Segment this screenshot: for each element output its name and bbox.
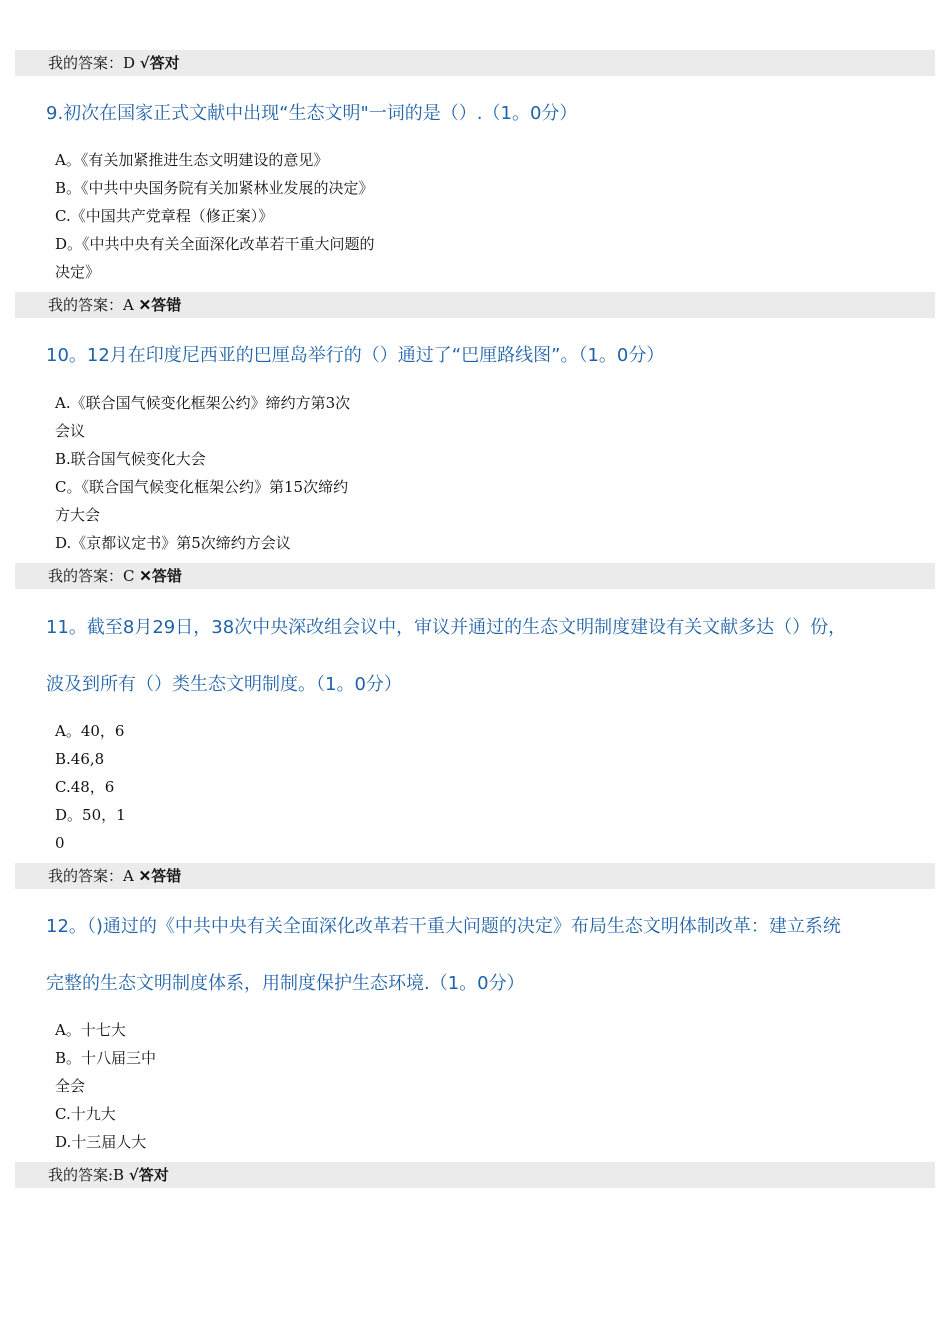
question-10-option-c: C。《联合国气候变化框架公约》第15次缔约 [55,478,349,496]
question-11-option-b: B.46,8 [55,750,105,768]
cross-icon: ✕ [139,567,152,585]
result-label: 答对 [149,54,180,72]
cross-icon: ✕ [138,867,152,885]
result-label: 答错 [151,867,182,885]
question-11-option-d-cont: 0 [55,834,65,852]
question-11-option-d: D。50，1 [55,806,126,824]
question-11-option-c: C.48，6 [55,778,115,796]
my-answer-text: 我的答案：C [48,567,140,585]
question-10-option-c-cont: 方大会 [55,506,101,524]
question-12-option-d: D.十三届人大 [55,1133,147,1151]
my-answer [48,563,182,589]
my-answer-text: 我的答案：D [48,54,140,72]
question-9-option-d-cont: 决定》 [55,263,101,281]
my-answer [48,863,181,889]
question-10-option-a-cont: 会议 [55,422,86,440]
question-10-option-b: B.联合国气候变化大会 [55,450,206,468]
question-10-option-a: A.《联合国气候变化框架公约》缔约方第3次 [55,394,351,412]
question-11-title-line2: 波及到所有（）类生态文明制度。（1。0分） [46,674,402,695]
cross-icon: ✕ [138,296,152,314]
question-11-option-a: A。40，6 [55,722,125,740]
result-label: 答错 [151,296,182,314]
my-answer-text: 我的答案：A [48,867,139,885]
answer-result-bar [15,1162,935,1188]
result-label: 答错 [151,567,182,585]
question-9-option-d: D。《中共中央有关全面深化改革若干重大问题的 [55,235,375,253]
check-icon: √ [128,1166,139,1184]
my-answer [48,1162,169,1188]
question-10-title: 10。12月在印度尼西亚的巴厘岛举行的（）通过了“巴厘路线图”。（1。0分） [46,345,665,366]
my-answer [48,292,181,318]
question-11-title-line1: 11。截至8月29日，38次中央深改组会议中，审议并通过的生态文明制度建设有关文献多达（）份， [46,617,847,638]
question-12-title-line1: 12。（)通过的《中共中央有关全面深化改革若干重大问题的决定》布局生态文明体制改革：建立系统 [46,916,841,937]
question-12-title-line2: 完整的生态文明制度体系，用制度保护生态环境.（1。0分） [46,973,525,994]
question-9-title: 9.初次在国家正式文献中出现“生态文明"一词的是（）.（1。0分） [46,103,578,124]
answer-result-bar [15,50,935,76]
answer-result-bar [15,563,935,589]
question-12-option-b-cont: 全会 [55,1077,86,1095]
my-answer-text: 我的答案:B [48,1166,129,1184]
my-answer [48,50,180,76]
answer-result-bar [15,863,935,889]
question-12-option-b: B。十八届三中 [55,1049,157,1067]
question-12-option-c: C.十九大 [55,1105,116,1123]
check-icon: √ [139,54,150,72]
my-answer-text: 我的答案：A [48,296,139,314]
question-9-option-c: C.《中国共产党章程（修正案）》 [55,207,274,225]
question-9-option-b: B。《中共中央国务院有关加紧林业发展的决定》 [55,179,374,197]
question-12-option-a: A。十七大 [55,1021,126,1039]
question-10-option-d: D.《京都议定书》第5次缔约方会议 [55,534,291,552]
result-label: 答对 [138,1166,169,1184]
question-9-option-a: A。《有关加紧推进生态文明建设的意见》 [55,151,329,169]
answer-result-bar [15,292,935,318]
